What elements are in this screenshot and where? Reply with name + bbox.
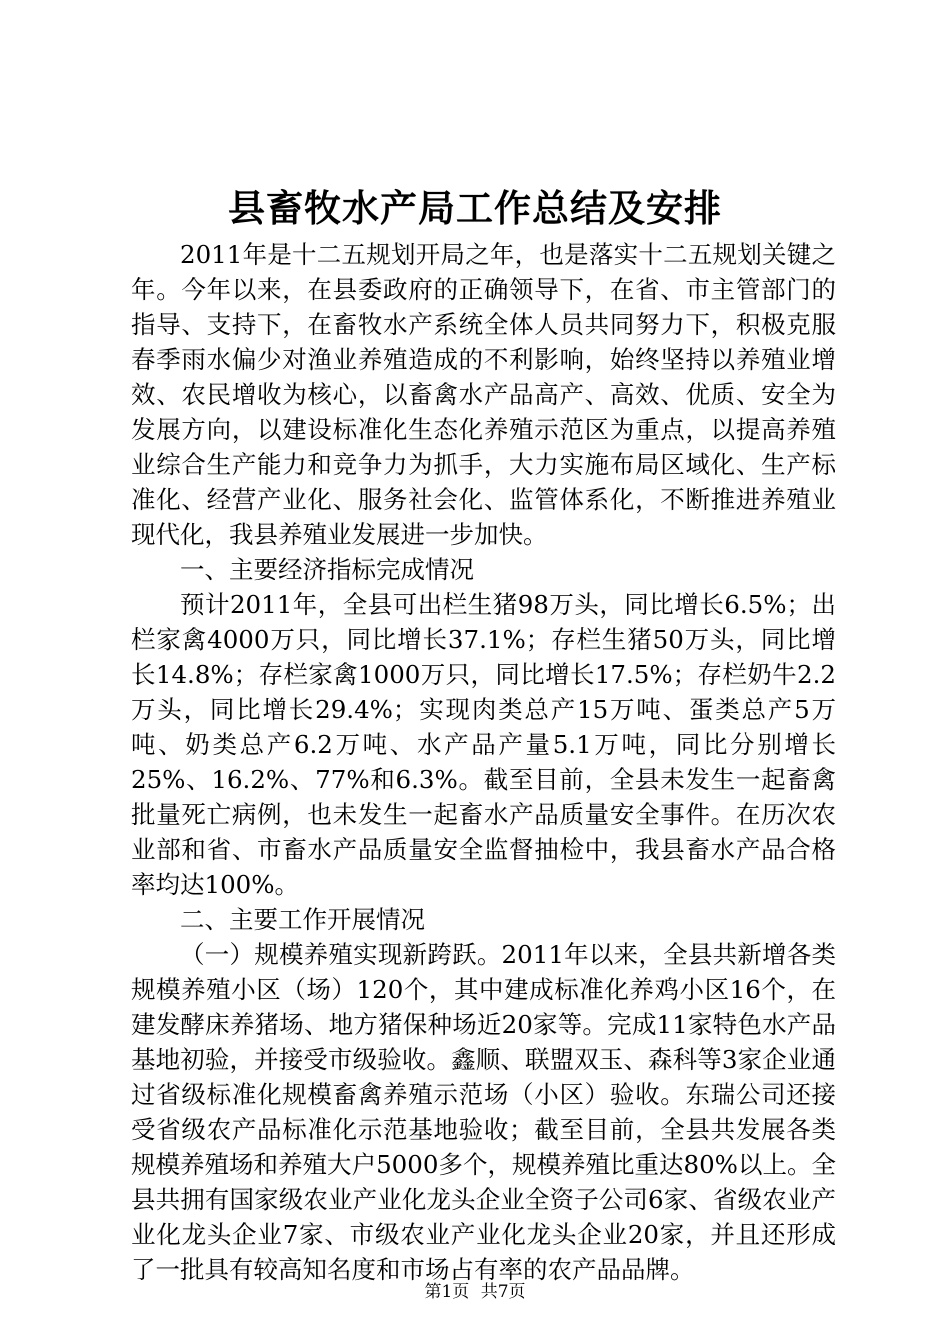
work-paragraph: （一）规模养殖实现新跨跃。2011年以来，全县共新增各类规模养殖小区（场）120个，其中建成标准化养鸡小区16个，在建发酵床养猪场、地方猪保种场近20家等。完成11家特色水产品基地初验，并接受市级验收。鑫顺、联盟双玉、森科等3家企业通过省级标准化规模畜禽养殖示范场（小区）验收。东瑞公司还接受省级农产品标准化示范基地验收；截至目前，全县共发展各类规模养殖场和养殖大户5000多个，规模养殖比重达80%以上。全县共拥有国家级农业产业化龙头企业全资子公司6家、省级农业产业化龙头企业7家、市级农业产业化龙头企业20家，并且还形成了一批具有较高知名度和市场占有率的农产品品牌。 <box>131 940 836 1284</box>
indicators-paragraph: 预计2011年，全县可出栏生猪98万头，同比增长6.5%；出栏家禽4000万只，同比增长37.1%；存栏生猪50万头，同比增长14.8%；存栏家禽1000万只，同比增长17.5%；存栏奶牛2.2万头，同比增长29.4%；实现肉类总产15万吨、蛋类总产5万吨、奶类总产6.2万吨、水产品产量5.1万吨，同比分别增长25%、16.2%、77%和6.3%。截至目前，全县未发生一起畜禽批量死亡病例，也未发生一起畜水产品质量安全事件。在历次农业部和省、市畜水产品质量安全监督抽检中，我县畜水产品合格率均达100%。 <box>131 590 836 899</box>
intro-paragraph: 2011年是十二五规划开局之年，也是落实十二五规划关键之年。今年以来，在县委政府的正确领导下，在省、市主管部门的指导、支持下，在畜牧水产系统全体人员共同努力下，积极克服春季雨水偏少对渔业养殖造成的不利影响，始终坚持以养殖业增效、农民增收为核心，以畜禽水产品高产、高效、优质、安全为发展方向，以建设标准化生态化养殖示范区为重点，以提高养殖业综合生产能力和竞争力为抓手，大力实施布局区域化、生产标准化、经营产业化、服务社会化、监管体系化，不断推进养殖业现代化，我县养殖业发展进一步加快。 <box>131 240 836 549</box>
section-heading-work: 二、主要工作开展情况 <box>180 905 425 934</box>
document-body <box>131 237 836 1287</box>
page-title: 县畜牧水产局工作总结及安排 <box>228 186 722 230</box>
section-heading-indicators: 一、主要经济指标完成情况 <box>180 555 474 584</box>
page-total: 共7页 <box>480 1282 526 1302</box>
page-number: 第1页 <box>424 1282 470 1302</box>
page-footer <box>0 1280 950 1304</box>
